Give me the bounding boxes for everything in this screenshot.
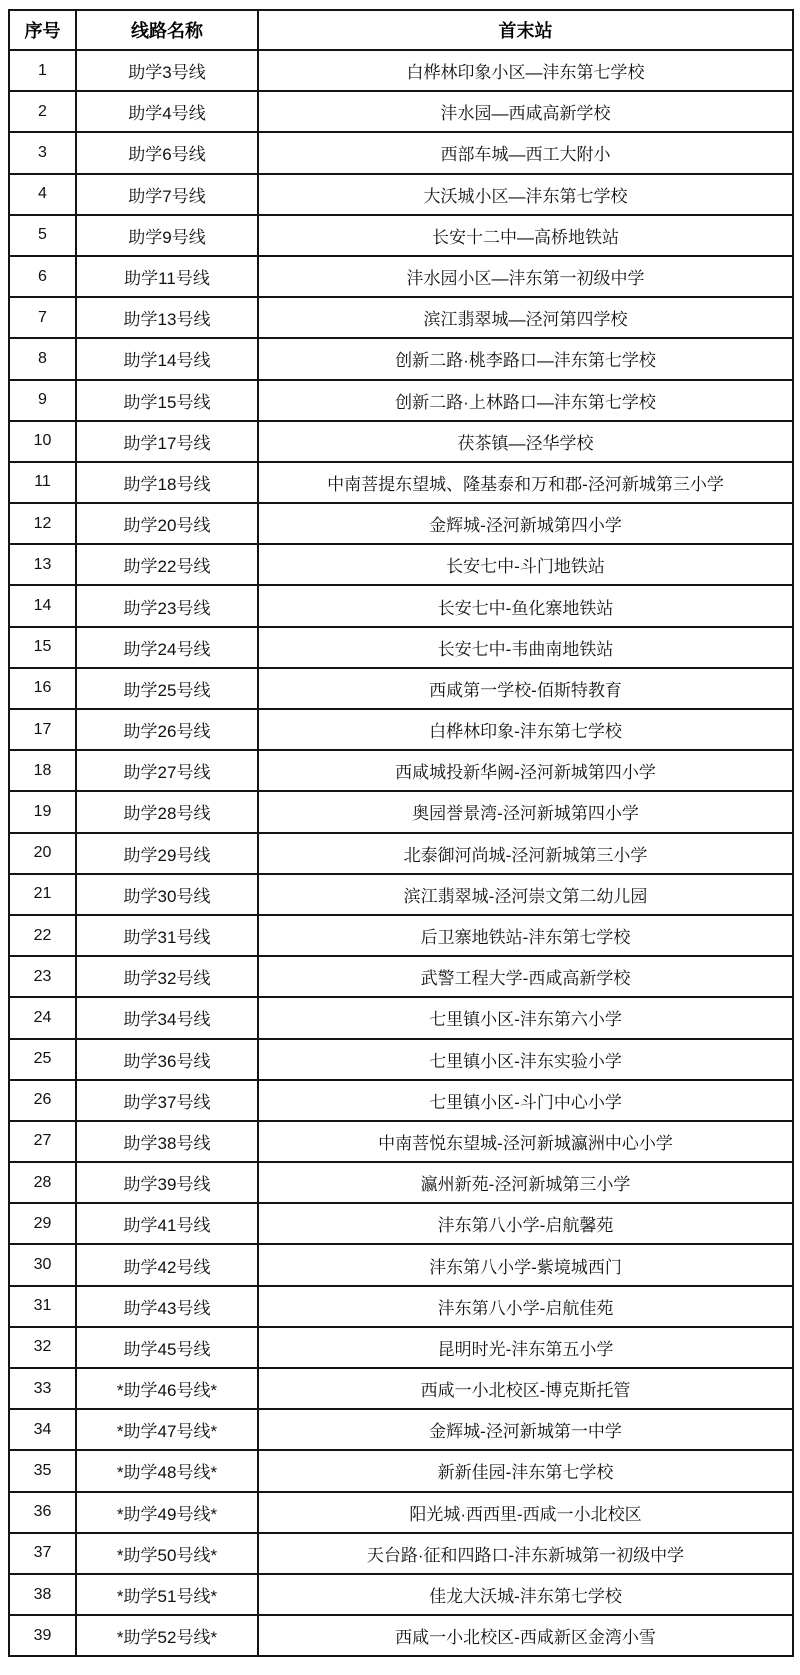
row-stations: 滨江翡翠城-泾河崇文第二幼儿园 [258, 874, 793, 915]
row-seq: 36 [9, 1492, 76, 1533]
table-row [9, 256, 793, 297]
table-row [9, 297, 793, 338]
row-stations: 天台路·征和四路口-沣东新城第一初级中学 [258, 1533, 793, 1574]
row-route-name: 助学6号线 [76, 132, 258, 173]
row-seq: 20 [9, 833, 76, 874]
row-stations: 新新佳园-沣东第七学校 [258, 1450, 793, 1491]
row-stations: 沣东第八小学-启航馨苑 [258, 1203, 793, 1244]
row-route-name: 助学26号线 [76, 709, 258, 750]
row-route-name: 助学11号线 [76, 256, 258, 297]
row-stations: 创新二路·上林路口—沣东第七学校 [258, 380, 793, 421]
table-row [9, 50, 793, 91]
row-route-name: 助学24号线 [76, 627, 258, 668]
table-row [9, 1450, 793, 1491]
row-stations: 白桦林印象-沣东第七学校 [258, 709, 793, 750]
row-stations: 西咸一小北校区-西咸新区金湾小雪 [258, 1615, 793, 1656]
row-stations: 中南菩悦东望城-泾河新城瀛洲中心小学 [258, 1121, 793, 1162]
row-stations: 长安七中-鱼化寨地铁站 [258, 585, 793, 626]
row-stations: 武警工程大学-西咸高新学校 [258, 956, 793, 997]
row-route-name: 助学34号线 [76, 997, 258, 1038]
row-stations: 西咸第一学校-佰斯特教育 [258, 668, 793, 709]
row-seq: 39 [9, 1615, 76, 1656]
row-route-name: 助学31号线 [76, 915, 258, 956]
row-seq: 17 [9, 709, 76, 750]
row-route-name: *助学47号线* [76, 1409, 258, 1450]
row-route-name: 助学32号线 [76, 956, 258, 997]
table-row [9, 1203, 793, 1244]
row-route-name: 助学25号线 [76, 668, 258, 709]
table-row [9, 91, 793, 132]
table-row [9, 791, 793, 832]
row-seq: 35 [9, 1450, 76, 1491]
table-row [9, 956, 793, 997]
row-stations: 中南菩提东望城、隆基泰和万和郡-泾河新城第三小学 [258, 462, 793, 503]
row-route-name: *助学46号线* [76, 1368, 258, 1409]
row-route-name: 助学29号线 [76, 833, 258, 874]
row-route-name: *助学51号线* [76, 1574, 258, 1615]
header-stations: 首末站 [258, 10, 793, 50]
row-seq: 2 [9, 91, 76, 132]
table-body [9, 50, 793, 1656]
row-route-name: *助学49号线* [76, 1492, 258, 1533]
row-seq: 34 [9, 1409, 76, 1450]
row-route-name: 助学20号线 [76, 503, 258, 544]
table-row [9, 1286, 793, 1327]
row-seq: 27 [9, 1121, 76, 1162]
row-stations: 奥园誉景湾-泾河新城第四小学 [258, 791, 793, 832]
row-route-name: 助学23号线 [76, 585, 258, 626]
row-seq: 25 [9, 1039, 76, 1080]
row-route-name: *助学50号线* [76, 1533, 258, 1574]
table-row [9, 1574, 793, 1615]
row-seq: 33 [9, 1368, 76, 1409]
row-route-name: *助学48号线* [76, 1450, 258, 1491]
row-seq: 32 [9, 1327, 76, 1368]
row-seq: 12 [9, 503, 76, 544]
row-route-name: *助学52号线* [76, 1615, 258, 1656]
row-route-name: 助学4号线 [76, 91, 258, 132]
row-route-name: 助学28号线 [76, 791, 258, 832]
row-seq: 4 [9, 174, 76, 215]
row-route-name: 助学15号线 [76, 380, 258, 421]
row-seq: 7 [9, 297, 76, 338]
row-seq: 23 [9, 956, 76, 997]
row-seq: 22 [9, 915, 76, 956]
row-route-name: 助学22号线 [76, 544, 258, 585]
table-row [9, 1492, 793, 1533]
row-stations: 长安七中-斗门地铁站 [258, 544, 793, 585]
row-stations: 阳光城·西西里-西咸一小北校区 [258, 1492, 793, 1533]
row-route-name: 助学27号线 [76, 750, 258, 791]
row-seq: 10 [9, 421, 76, 462]
table-row [9, 421, 793, 462]
table-row [9, 1039, 793, 1080]
row-seq: 8 [9, 338, 76, 379]
row-stations: 金辉城-泾河新城第一中学 [258, 1409, 793, 1450]
row-seq: 30 [9, 1244, 76, 1285]
row-seq: 29 [9, 1203, 76, 1244]
row-stations: 金辉城-泾河新城第四小学 [258, 503, 793, 544]
table-row [9, 997, 793, 1038]
row-stations: 七里镇小区-沣东第六小学 [258, 997, 793, 1038]
row-seq: 21 [9, 874, 76, 915]
row-route-name: 助学42号线 [76, 1244, 258, 1285]
row-route-name: 助学41号线 [76, 1203, 258, 1244]
header-row [9, 10, 793, 50]
table-row [9, 1533, 793, 1574]
row-stations: 佳龙大沃城-沣东第七学校 [258, 1574, 793, 1615]
table-row [9, 338, 793, 379]
row-stations: 西咸城投新华阙-泾河新城第四小学 [258, 750, 793, 791]
row-stations: 七里镇小区-沣东实验小学 [258, 1039, 793, 1080]
row-stations: 大沃城小区—沣东第七学校 [258, 174, 793, 215]
table-row [9, 915, 793, 956]
row-stations: 创新二路·桃李路口—沣东第七学校 [258, 338, 793, 379]
table-row [9, 1327, 793, 1368]
row-stations: 沣水园—西咸高新学校 [258, 91, 793, 132]
row-stations: 瀛州新苑-泾河新城第三小学 [258, 1162, 793, 1203]
row-stations: 北泰御河尚城-泾河新城第三小学 [258, 833, 793, 874]
table-row [9, 585, 793, 626]
row-stations: 沣东第八小学-启航佳苑 [258, 1286, 793, 1327]
table-row [9, 709, 793, 750]
row-route-name: 助学13号线 [76, 297, 258, 338]
row-route-name: 助学43号线 [76, 1286, 258, 1327]
table-row [9, 1409, 793, 1450]
row-seq: 15 [9, 627, 76, 668]
table-row [9, 750, 793, 791]
table-row [9, 174, 793, 215]
row-stations: 沣水园小区—沣东第一初级中学 [258, 256, 793, 297]
row-stations: 沣东第八小学-紫境城西门 [258, 1244, 793, 1285]
row-seq: 3 [9, 132, 76, 173]
table-row [9, 132, 793, 173]
row-seq: 19 [9, 791, 76, 832]
row-stations: 西部车城—西工大附小 [258, 132, 793, 173]
row-stations: 滨江翡翠城—泾河第四学校 [258, 297, 793, 338]
table-row [9, 1615, 793, 1656]
row-seq: 18 [9, 750, 76, 791]
row-route-name: 助学17号线 [76, 421, 258, 462]
row-seq: 26 [9, 1080, 76, 1121]
table-row [9, 503, 793, 544]
row-seq: 16 [9, 668, 76, 709]
table-row [9, 1162, 793, 1203]
row-stations: 长安七中-韦曲南地铁站 [258, 627, 793, 668]
row-stations: 昆明时光-沣东第五小学 [258, 1327, 793, 1368]
header-seq: 序号 [9, 10, 76, 50]
table-row [9, 874, 793, 915]
row-route-name: 助学38号线 [76, 1121, 258, 1162]
row-seq: 37 [9, 1533, 76, 1574]
row-stations: 七里镇小区-斗门中心小学 [258, 1080, 793, 1121]
row-seq: 1 [9, 50, 76, 91]
row-seq: 9 [9, 380, 76, 421]
row-stations: 长安十二中—高桥地铁站 [258, 215, 793, 256]
row-seq: 14 [9, 585, 76, 626]
row-seq: 5 [9, 215, 76, 256]
row-route-name: 助学30号线 [76, 874, 258, 915]
table-row [9, 1080, 793, 1121]
row-seq: 24 [9, 997, 76, 1038]
table-row [9, 1244, 793, 1285]
row-route-name: 助学7号线 [76, 174, 258, 215]
row-route-name: 助学18号线 [76, 462, 258, 503]
table-row [9, 668, 793, 709]
table-row [9, 215, 793, 256]
row-route-name: 助学39号线 [76, 1162, 258, 1203]
row-route-name: 助学14号线 [76, 338, 258, 379]
header-route-name: 线路名称 [76, 10, 258, 50]
table-row [9, 833, 793, 874]
row-seq: 31 [9, 1286, 76, 1327]
row-seq: 28 [9, 1162, 76, 1203]
row-stations: 白桦林印象小区—沣东第七学校 [258, 50, 793, 91]
row-seq: 13 [9, 544, 76, 585]
bus-routes-table [8, 9, 794, 1657]
row-route-name: 助学45号线 [76, 1327, 258, 1368]
table-row [9, 544, 793, 585]
table-row [9, 1121, 793, 1162]
table-row [9, 462, 793, 503]
row-route-name: 助学9号线 [76, 215, 258, 256]
row-route-name: 助学37号线 [76, 1080, 258, 1121]
row-seq: 38 [9, 1574, 76, 1615]
row-stations: 西咸一小北校区-博克斯托管 [258, 1368, 793, 1409]
table-row [9, 380, 793, 421]
row-stations: 茯茶镇—泾华学校 [258, 421, 793, 462]
row-route-name: 助学3号线 [76, 50, 258, 91]
table-row [9, 627, 793, 668]
row-seq: 6 [9, 256, 76, 297]
row-seq: 11 [9, 462, 76, 503]
row-route-name: 助学36号线 [76, 1039, 258, 1080]
row-stations: 后卫寨地铁站-沣东第七学校 [258, 915, 793, 956]
table-row [9, 1368, 793, 1409]
